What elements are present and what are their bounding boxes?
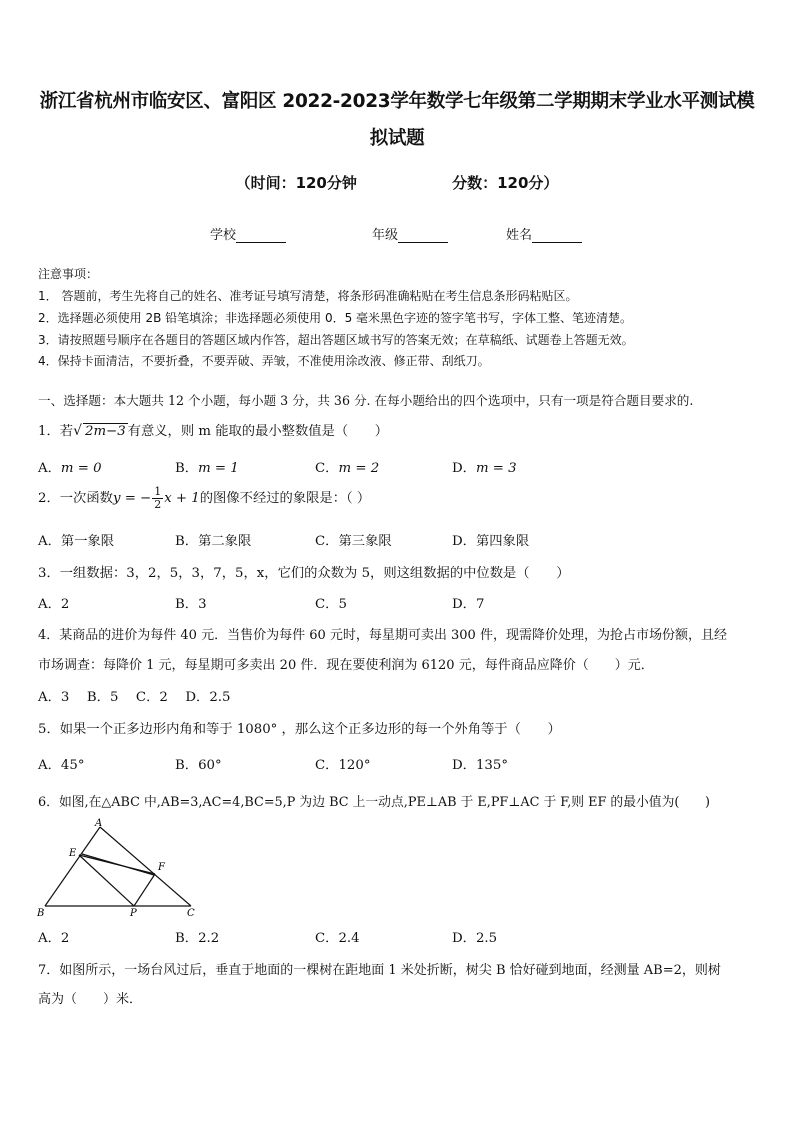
side-ac: [100, 827, 191, 906]
note-item: 2．选择题必须使用 2B 铅笔填涂；非选择题必须使用 0．5 毫米黑色字迹的签字笔书写，字体工整、笔迹清楚。: [38, 311, 633, 325]
note-item: 3．请按照题号顺序在各题目的答题区域内作答，超出答题区域书写的答案无效；在草稿纸、试题卷上答题无效。: [38, 333, 634, 347]
name-field[interactable]: [506, 224, 582, 243]
question-7-line-2: 高为（ ）米．: [38, 992, 143, 1007]
option-d: D．7: [452, 597, 485, 612]
function-rhs: x + 1: [164, 491, 200, 506]
question-3: 3．一组数据：3，2，5，3，7，5，x，它们的众数为 5，则这组数据的中位数是（ ）: [38, 566, 570, 581]
option-a: A．2: [38, 931, 70, 946]
question-6: 6．如图,在△ABC 中,AB=3,AC=4,BC=5,P 为边 BC 上一动点,PE⊥AB 于 E,PF⊥AC 于 F,则 EF 的最小值为( ): [38, 795, 710, 810]
grade-field[interactable]: [372, 224, 448, 243]
notes-heading: 注意事项：: [38, 267, 99, 281]
grade-label: 年级: [372, 228, 399, 243]
option-d: D．第四象限: [452, 534, 530, 549]
point-label-a: A: [95, 818, 103, 829]
option-c: C．2.4: [315, 931, 360, 946]
note-item: 4．保持卡面清洁，不要折叠，不要弄破、弄皱，不准使用涂改液、修正带、刮纸刀。: [38, 354, 490, 368]
point-label-b: B: [37, 908, 45, 918]
time-label: （时间：120分钟: [235, 174, 357, 192]
question-1-text: 有意义，则 m 能取的最小整数值是（ ）: [127, 424, 389, 439]
option-c: C．第三象限: [315, 534, 392, 549]
school-field[interactable]: [210, 224, 286, 243]
point-label-p: P: [130, 908, 137, 918]
school-label: 学校: [210, 228, 237, 243]
question-1-radicand: 2m−3: [84, 424, 126, 439]
option-a: A．m = 0: [38, 461, 102, 476]
question-4-line-2: 市场调查：每降价 1 元，每星期可多卖出 20 件．现在要使利润为 6120 元，每件商品应降价（ ）元．: [38, 658, 654, 673]
question-1-prefix: 1．若: [38, 424, 74, 439]
option-c: C．120°: [315, 758, 371, 773]
note-item: 1． 答题前，考生先将自己的姓名、准考证号填写清楚，将条形码准确粘贴在考生信息条形码粘贴区。: [38, 289, 578, 303]
triangle-figure: [34, 818, 204, 918]
option-a: A．第一象限: [38, 534, 115, 549]
option-b: B．第二象限: [175, 534, 252, 549]
option-b: B．3: [175, 597, 207, 612]
option-a: A．45°: [38, 758, 85, 773]
exam-info: [0, 172, 794, 193]
point-label-e: E: [69, 848, 77, 859]
option-a: A．2: [38, 597, 70, 612]
section-1-heading: 一、选择题：本大题共 12 个小题，每小题 3 分，共 36 分. 在每小题给出的四个选项中，只有一项是符合题目要求的.: [38, 393, 694, 408]
option-c: C．m = 2: [315, 461, 380, 476]
question-2: [38, 486, 370, 511]
point-label-f: F: [158, 862, 165, 873]
option-b: B．2.2: [175, 931, 220, 946]
option-b: B．60°: [175, 758, 222, 773]
name-label: 姓名: [506, 228, 533, 243]
option-d: D．m = 3: [452, 461, 517, 476]
segment-pe: [79, 855, 134, 906]
option-c: C．5: [315, 597, 347, 612]
function-lhs: y = −: [112, 491, 152, 506]
question-4-line-1: 4．某商品的进价为每件 40 元．当售价为每件 60 元时，每星期可卖出 300 件，现需降价处理，为抢占市场份额，且经: [38, 628, 727, 643]
question-5: 5．如果一个正多边形内角和等于 1080° ，那么这个正多边形的每一个外角等于（ ）: [38, 722, 561, 737]
exam-title-line-2: 拟试题: [369, 128, 425, 149]
fraction: $\frac{1}{2}$: [154, 485, 162, 511]
question-2-prefix: 2．一次函数: [38, 491, 113, 506]
option-d: D．2.5: [452, 931, 498, 946]
point-label-c: C: [187, 908, 195, 918]
question-4-options: A．3 B．5 C．2 D．2.5: [38, 690, 231, 705]
exam-title-line-1: 浙江省杭州市临安区、富阳区 2022-2023学年数学七年级第二学期期末学业水平测试模: [39, 91, 755, 112]
question-7-line-1: 7．如图所示，一场台风过后，垂直于地面的一棵树在距地面 1 米处折断，树尖 B 恰好碰到地面，经测量 AB=2，则树: [38, 963, 721, 978]
segment-pf: [134, 874, 155, 906]
option-b: B．m = 1: [175, 461, 239, 476]
score-label: 分数：120分）: [452, 174, 559, 192]
question-2-text: 的图像不经过的象限是：（ ）: [199, 491, 371, 506]
question-1: 1．若√ 2m−3 有意义，则 m 能取的最小整数值是（ ）: [38, 423, 389, 439]
option-d: D．135°: [452, 758, 508, 773]
